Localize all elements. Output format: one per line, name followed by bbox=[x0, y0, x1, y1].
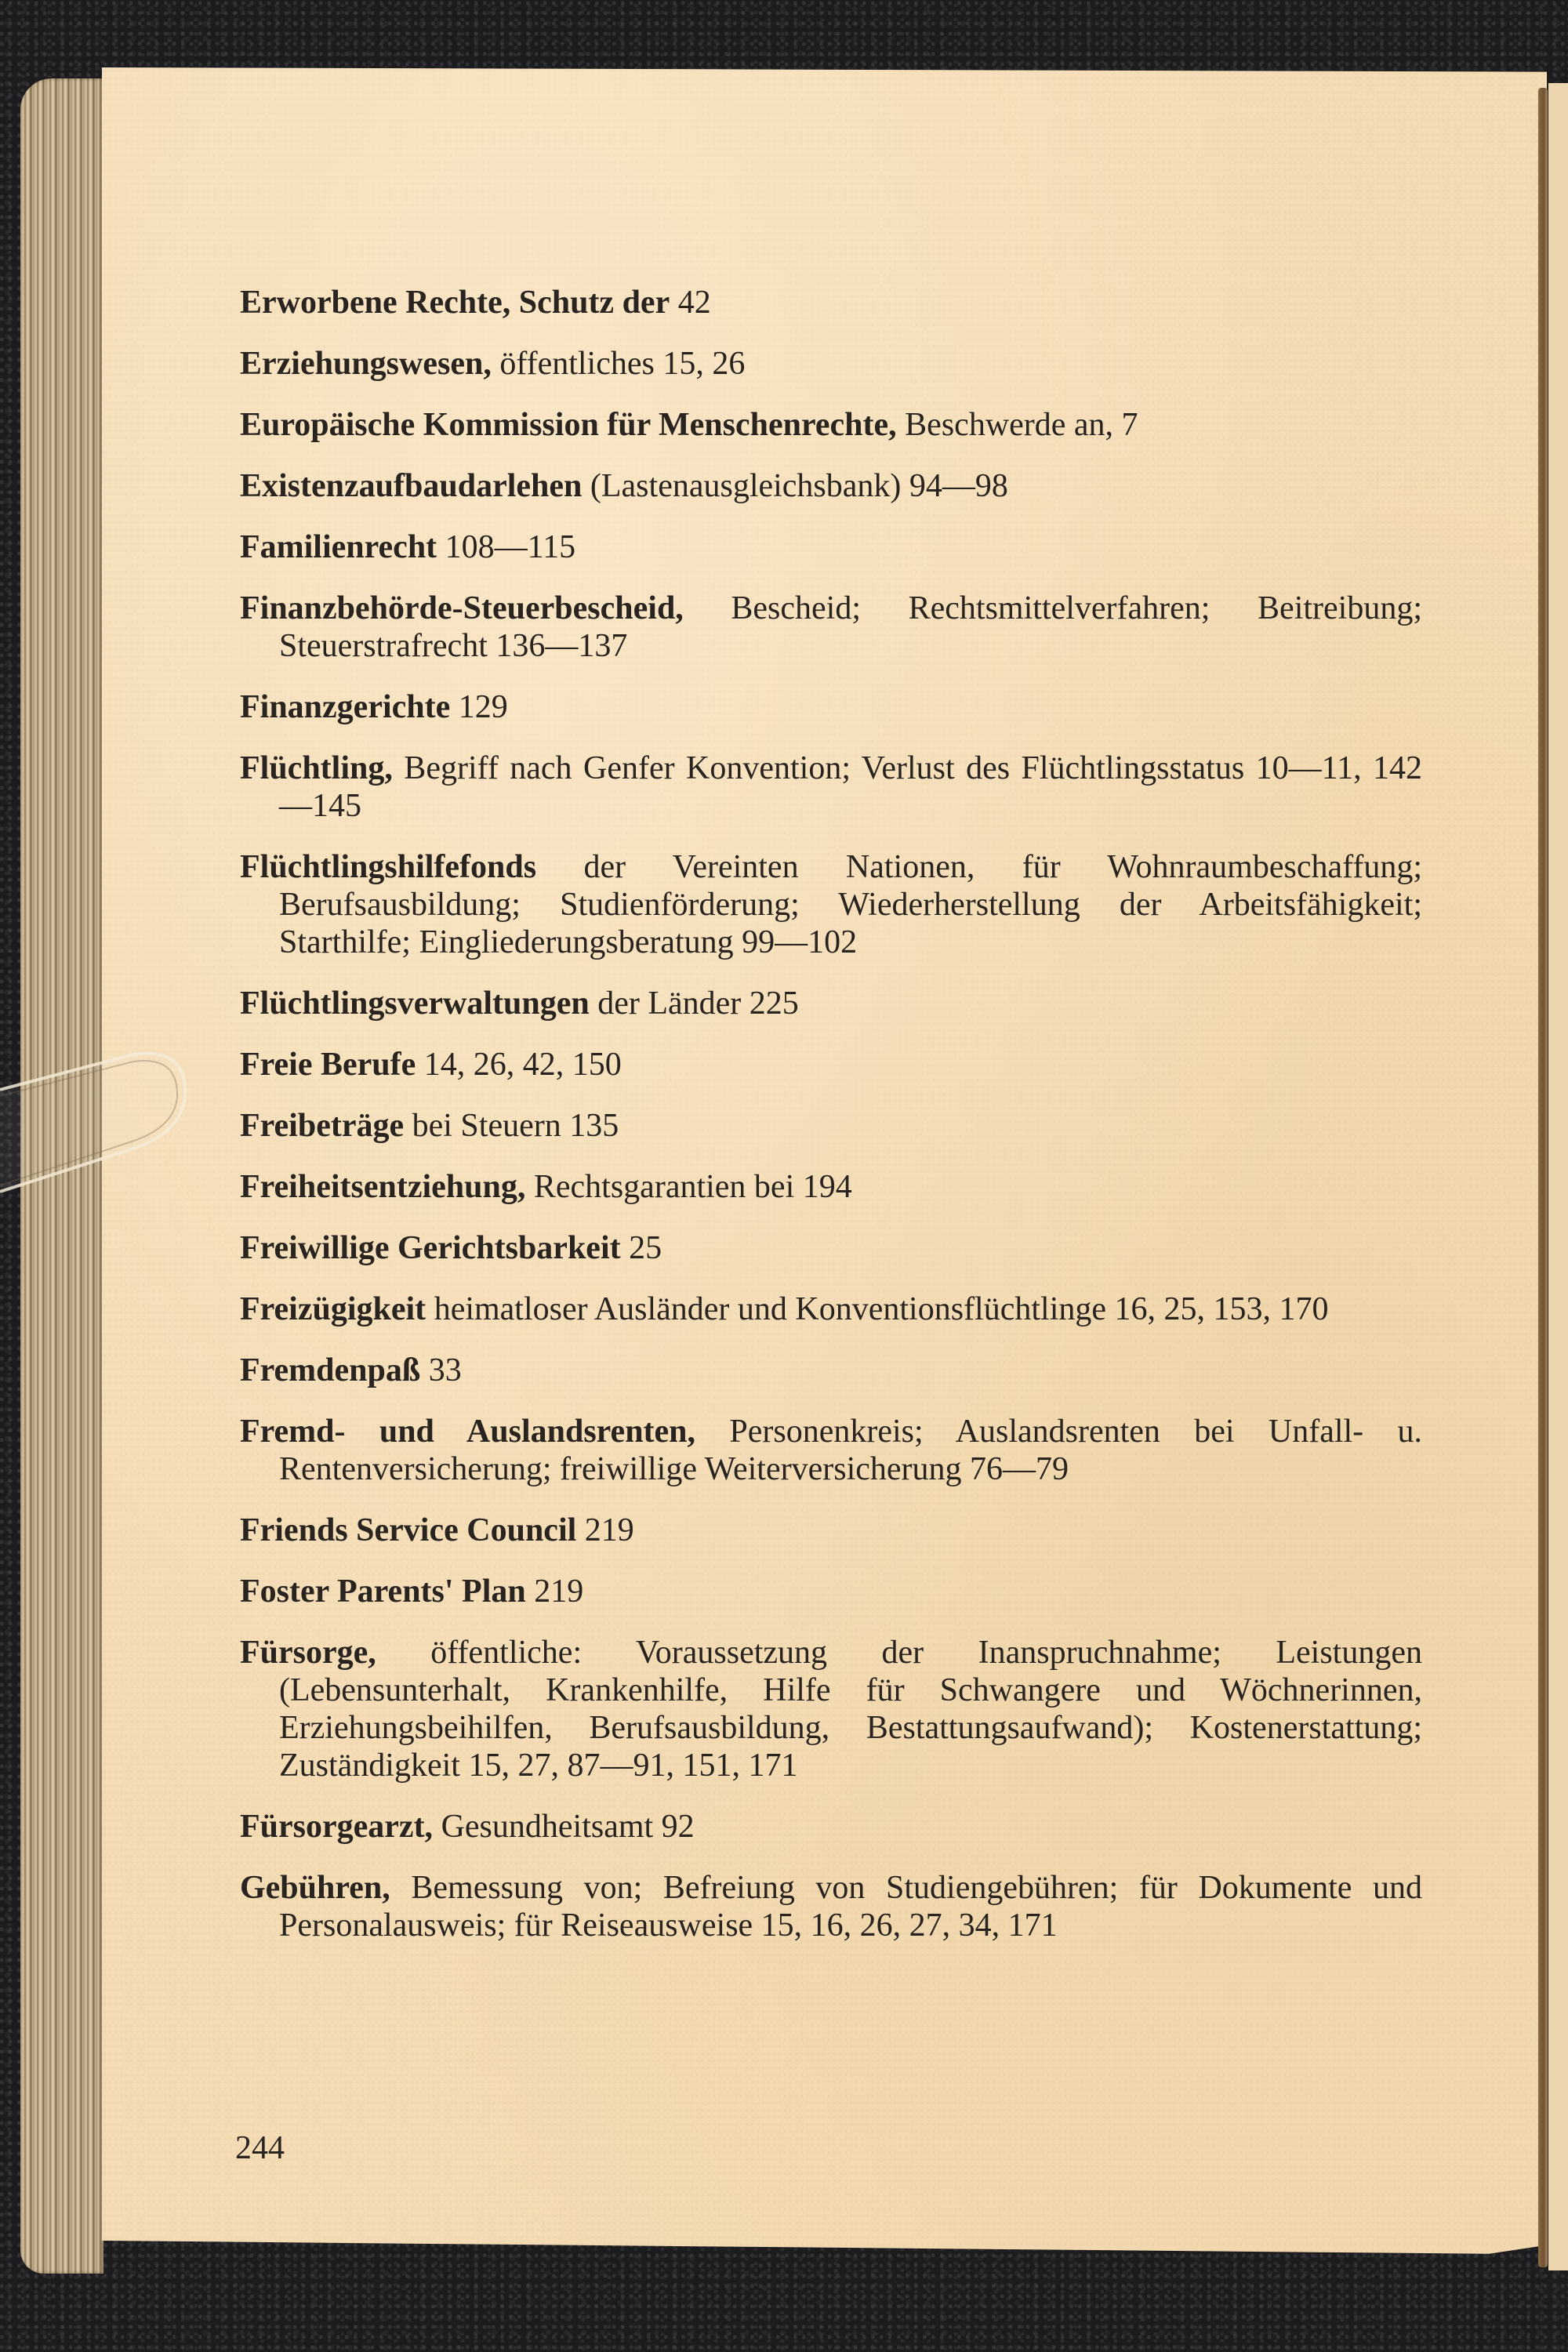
index-entry-heading: Erworbene Rechte, Schutz der bbox=[240, 285, 670, 321]
index-entry bbox=[240, 1290, 1422, 1328]
index-entry-heading: Friends Service Council bbox=[240, 1512, 577, 1548]
index-entry-heading: Freizügigkeit bbox=[240, 1291, 426, 1327]
index-entry-details: 25 bbox=[620, 1230, 662, 1266]
index-list bbox=[240, 284, 1422, 1968]
index-entry bbox=[240, 467, 1422, 505]
index-entry bbox=[240, 406, 1422, 444]
index-entry bbox=[240, 1808, 1422, 1846]
index-entry-details: Rechtsgarantien bei 194 bbox=[525, 1169, 852, 1205]
index-entry-heading: Freibeträge bbox=[240, 1108, 405, 1144]
index-entry-details: Bescheid; Rechtsmittelverfahren; Beitreibung; Steuerstrafrecht 136—137 bbox=[279, 590, 1422, 664]
index-entry bbox=[240, 985, 1422, 1022]
index-entry-heading: Freie Berufe bbox=[240, 1047, 416, 1083]
index-entry-heading: Freiheitsentziehung, bbox=[240, 1169, 526, 1205]
index-entry-details: Beschwerde an, 7 bbox=[896, 407, 1138, 443]
index-entry bbox=[240, 1352, 1422, 1389]
index-entry-details: 108—115 bbox=[437, 529, 576, 565]
index-entry bbox=[240, 590, 1422, 665]
index-entry-heading: Existenzaufbaudarlehen bbox=[240, 468, 583, 504]
index-entry-heading: Finanzbehörde-Steuerbescheid, bbox=[240, 590, 684, 626]
index-entry-details: Personenkreis; Auslandsrenten bei Unfall- u. Rentenversicherung; freiwillige Weiterversicherung 76—79 bbox=[279, 1414, 1422, 1487]
index-entry-details: 219 bbox=[576, 1512, 634, 1548]
index-entry-heading: Flüchtling, bbox=[240, 750, 393, 786]
index-entry bbox=[240, 1573, 1422, 1610]
index-entry-details: öffentliches 15, 26 bbox=[491, 346, 746, 382]
index-entry-details: Begriff nach Genfer Konvention; Verlust des Flüchtlingsstatus 10—11, 142—145 bbox=[279, 750, 1422, 824]
index-entry bbox=[240, 1107, 1422, 1145]
index-entry bbox=[240, 1512, 1422, 1549]
index-entry-heading: Flüchtlingsverwaltungen bbox=[240, 985, 590, 1022]
index-entry bbox=[240, 1046, 1422, 1083]
index-entry-heading: Freiwillige Gerichtsbarkeit bbox=[240, 1230, 621, 1266]
index-entry-details: (Lastenausgleichsbank) 94—98 bbox=[582, 468, 1008, 504]
index-entry-details: 33 bbox=[420, 1352, 462, 1388]
index-entry-heading: Fremd- und Auslandsrenten, bbox=[240, 1414, 696, 1450]
index-entry-details: heimatloser Ausländer und Konventionsflüchtlinge 16, 25, 153, 170 bbox=[426, 1291, 1329, 1327]
index-entry bbox=[240, 284, 1422, 321]
index-entry bbox=[240, 1634, 1422, 1784]
index-entry-heading: Fremdenpaß bbox=[240, 1352, 421, 1388]
index-entry bbox=[240, 1413, 1422, 1488]
index-entry-heading: Familienrecht bbox=[240, 529, 437, 565]
index-entry-heading: Europäische Kommission für Menschenrechte, bbox=[240, 407, 897, 443]
index-entry bbox=[240, 688, 1422, 726]
index-entry-heading: Fürsorge, bbox=[240, 1635, 376, 1671]
index-entry-details: 219 bbox=[525, 1573, 584, 1610]
index-entry-details: Gesundheitsamt 92 bbox=[433, 1809, 695, 1845]
index-entry bbox=[240, 750, 1422, 825]
index-entry-heading: Fürsorgearzt, bbox=[240, 1809, 434, 1845]
index-entry-details: 14, 26, 42, 150 bbox=[416, 1047, 622, 1083]
index-entry-details: 129 bbox=[450, 689, 508, 725]
index-entry-heading: Gebühren, bbox=[240, 1870, 390, 1906]
index-entry-heading: Foster Parents' Plan bbox=[240, 1573, 526, 1610]
page-edges-stack bbox=[20, 78, 103, 2274]
index-entry-details: öffentliche: Voraussetzung der Inanspruchnahme; Leistungen (Lebensunterhalt, Krankenhilfe, Hilfe für Schwangere und Wöchnerinnen, Erziehungsbeihilfen, Berufsausbildung, Bestattungsaufwand); Kostenerstattung; Zuständigkeit 15, 27, 87—91, 151, 171 bbox=[279, 1635, 1422, 1784]
index-entry bbox=[240, 345, 1422, 383]
index-entry-heading: Erziehungswesen, bbox=[240, 346, 492, 382]
index-entry bbox=[240, 1869, 1422, 1944]
facing-page-edge bbox=[1548, 83, 1568, 2270]
index-entry-heading: Flüchtlingshilfefonds bbox=[240, 849, 537, 885]
index-entry-details: bei Steuern 135 bbox=[404, 1108, 619, 1144]
index-entry-details: 42 bbox=[670, 285, 711, 321]
index-entry bbox=[240, 1229, 1422, 1267]
page-number: 244 bbox=[235, 2130, 285, 2166]
index-entry-heading: Finanzgerichte bbox=[240, 689, 451, 725]
index-entry bbox=[240, 528, 1422, 566]
index-entry-details: der Vereinten Nationen, für Wohnraumbeschaffung; Berufsausbildung; Studienförderung; Wiederherstellung der Arbeitsfähigkeit; Starthilfe; Eingliederungsberatung 99—102 bbox=[279, 849, 1422, 960]
index-entry-details: der Länder 225 bbox=[589, 985, 799, 1022]
book-gutter bbox=[1538, 88, 1548, 2267]
index-entry bbox=[240, 1168, 1422, 1206]
index-entry bbox=[240, 848, 1422, 961]
index-entry-details: Bemessung von; Befreiung von Studiengebühren; für Dokumente und Personalausweis; für Reiseausweise 15, 16, 26, 27, 34, 171 bbox=[279, 1870, 1422, 1944]
